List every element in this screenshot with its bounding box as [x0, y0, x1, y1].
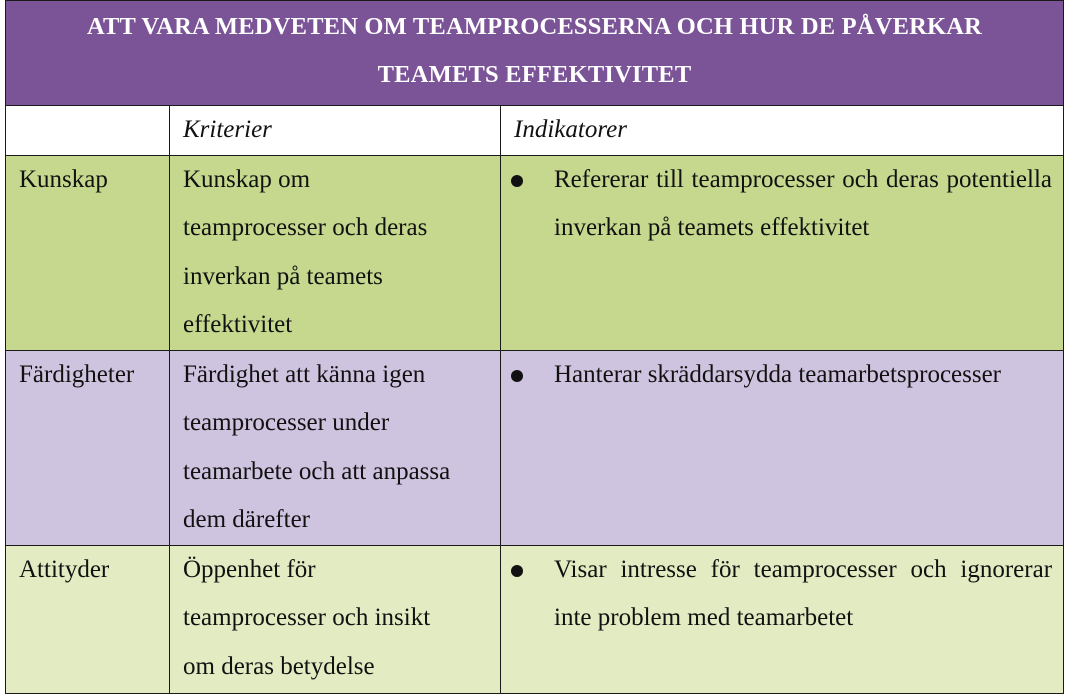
criteria-line: effektivitet — [183, 311, 293, 338]
criteria-line: teamprocesser under — [183, 409, 390, 436]
indicator-cell — [501, 350, 1064, 545]
row-label: Attityder — [6, 545, 170, 693]
criteria-line: om deras betydelse — [183, 652, 375, 680]
row-label: Färdigheter — [6, 350, 170, 545]
header-blank — [6, 106, 170, 156]
table-row-attityder — [6, 545, 1064, 693]
criteria-cell — [170, 545, 501, 693]
title-line-2: TEAMETS EFFEKTIVITET — [377, 61, 692, 88]
table-row-kunskap — [6, 155, 1064, 350]
criteria-line: teamprocesser och insikt — [183, 604, 431, 631]
criteria-line: teamprocesser och deras — [183, 214, 428, 241]
indicator-list — [510, 156, 1052, 253]
header-criteria: Kriterier — [170, 106, 501, 156]
criteria-line: dem därefter — [183, 506, 311, 533]
header-row — [6, 106, 1064, 156]
criteria-line: inverkan på teamets — [183, 262, 383, 290]
indicator-item: Hanterar skräddarsydda teamarbetsprocesser — [510, 351, 1052, 400]
indicator-list — [510, 546, 1052, 643]
competence-table — [5, 0, 1064, 694]
indicator-item: Refererar till teamprocesser och deras potentiella inverkan på teamets effektivitet — [510, 156, 1052, 253]
indicator-cell — [501, 545, 1064, 693]
table-title — [6, 1, 1064, 106]
title-row — [6, 1, 1064, 106]
criteria-line: Öppenhet för — [183, 555, 316, 583]
header-indicators: Indikatorer — [501, 106, 1064, 156]
criteria-line: Färdighet att känna igen — [183, 360, 426, 388]
criteria-cell — [170, 155, 501, 350]
indicator-list — [510, 351, 1052, 400]
title-line-1: ATT VARA MEDVETEN OM TEAMPROCESSERNA OCH HUR DE PÅVERKAR — [86, 13, 983, 40]
indicator-item: Visar intresse för teamprocesser och ignorerar inte problem med teamarbetet — [510, 546, 1052, 643]
row-label: Kunskap — [6, 155, 170, 350]
table-row-fardigheter — [6, 350, 1064, 545]
criteria-line: Kunskap om — [183, 165, 311, 193]
criteria-cell — [170, 350, 501, 545]
indicator-cell — [501, 155, 1064, 350]
criteria-line: teamarbete och att anpassa — [183, 457, 451, 485]
